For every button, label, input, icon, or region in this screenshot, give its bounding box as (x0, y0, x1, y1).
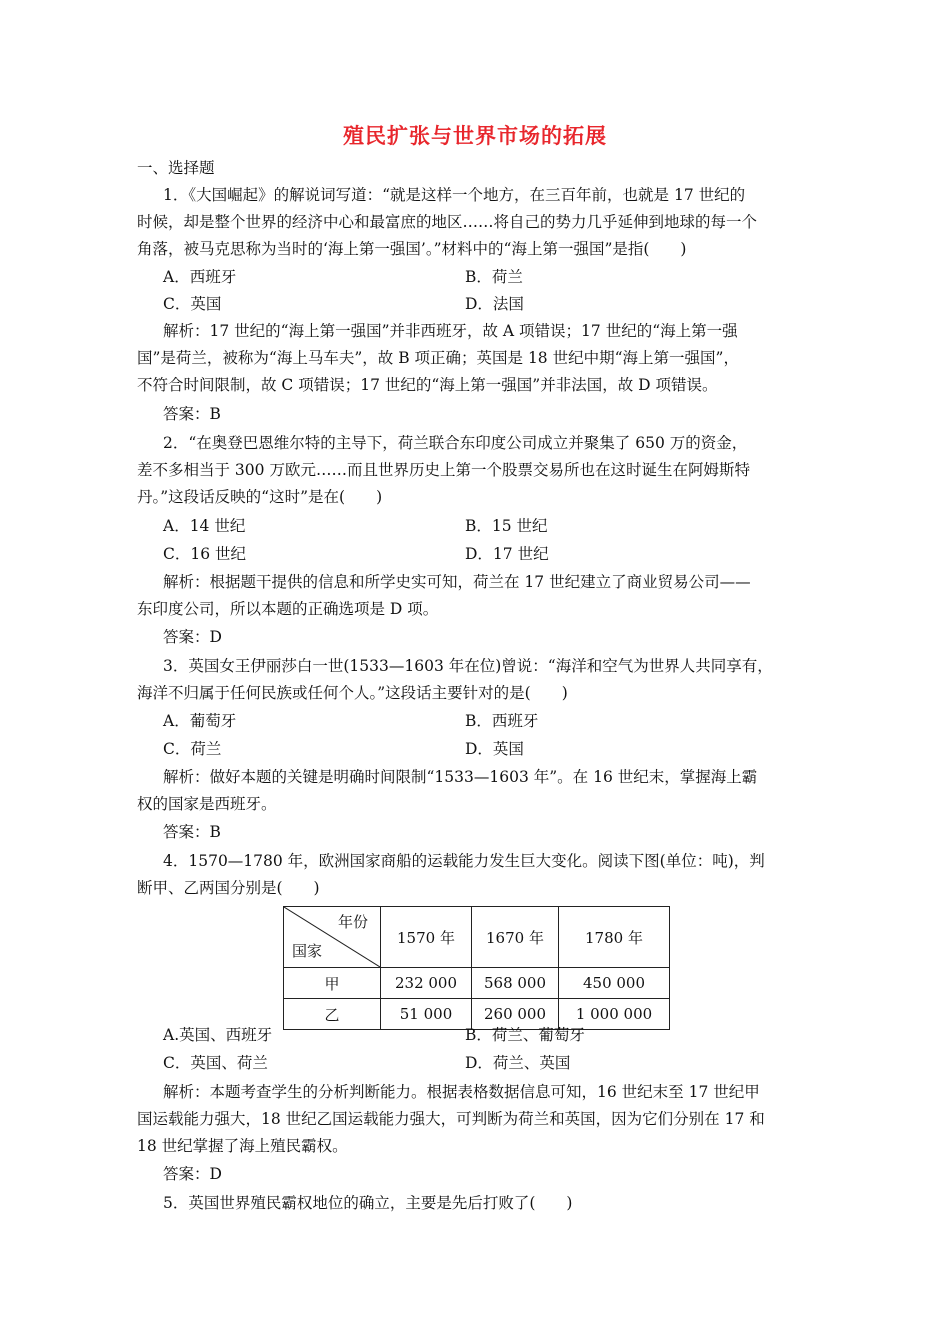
table-country-cell: 乙 (284, 999, 381, 1030)
question-3-option-d: D．英国 (465, 740, 524, 758)
table-header-row (284, 907, 670, 968)
table-header-cell: 1780 年 (559, 907, 670, 968)
table-cell: 51 000 (381, 999, 472, 1030)
question-1-answer: 答案：B (163, 405, 221, 423)
question-2-option-a: A．14 世纪 (163, 517, 246, 535)
question-1-text: 1．《大国崛起》的解说词写道：“就是这样一个地方，在三百年前，也就是 17 世纪的 (163, 186, 746, 204)
question-5-text: 5．英国世界殖民霸权地位的确立，主要是先后打败了( ) (163, 1194, 573, 1212)
question-1-option-a: A．西班牙 (163, 268, 237, 286)
question-3-option-b: B．西班牙 (465, 712, 539, 730)
table-cell: 568 000 (472, 968, 559, 999)
corner-label-country: 国家 (292, 942, 323, 960)
question-2-explanation: 东印度公司，所以本题的正确选项是 D 项。 (137, 600, 439, 618)
question-2-text: 差不多相当于 300 万欧元……而且世界历史上第一个股票交易所也在这时诞生在阿姆斯特 (137, 461, 750, 479)
question-1-explanation: 不符合时间限制，故 C 项错误；17 世纪的“海上第一强国”并非法国，故 D 项错误。 (137, 376, 718, 394)
section-heading: 一、选择题 (137, 159, 215, 177)
table-header-cell: 1570 年 (381, 907, 472, 968)
question-4-explanation: 解析：本题考查学生的分析判断能力。根据表格数据信息可知，16 世纪末至 17 世纪甲 (163, 1083, 760, 1101)
table-country-cell: 甲 (284, 968, 381, 999)
table-header-cell: 1670 年 (472, 907, 559, 968)
document-title: 殖民扩张与世界市场的拓展 (343, 123, 607, 148)
question-2-text: 丹。”这段话反映的“这时”是在( ) (137, 488, 383, 506)
corner-label-year: 年份 (337, 913, 368, 931)
table-cell: 232 000 (381, 968, 472, 999)
question-3-explanation: 解析：做好本题的关键是明确时间限制“1533—1603 年”。在 16 世纪末，掌握海上霸 (163, 768, 758, 786)
question-2-option-c: C．16 世纪 (163, 545, 247, 563)
question-4-option-a: A.英国、西班牙 (163, 1026, 273, 1044)
shipping-capacity-table (283, 906, 670, 1030)
question-2-option-b: B．15 世纪 (465, 517, 548, 535)
question-1-option-c: C．英国 (163, 295, 222, 313)
question-1-explanation: 解析：17 世纪的“海上第一强国”并非西班牙，故 A 项错误；17 世纪的“海上第一强 (163, 322, 738, 340)
table-row (284, 968, 670, 999)
question-1-text: 时候，却是整个世界的经济中心和最富庶的地区……将自己的势力几乎延伸到地球的每一个 (137, 213, 758, 231)
question-4-answer: 答案：D (163, 1165, 222, 1183)
question-4-text: 断甲、乙两国分别是( ) (137, 879, 320, 897)
question-3-text: 海洋不归属于任何民族或任何个人。”这段话主要针对的是( ) (137, 684, 568, 702)
table-cell: 450 000 (559, 968, 670, 999)
question-1-explanation: 国”是荷兰，被称为“海上马车夫”，故 B 项正确；英国是 18 世纪中期“海上第一强国”， (137, 349, 739, 367)
question-4-option-d: D．荷兰、英国 (465, 1054, 571, 1072)
table-cell: 1 000 000 (559, 999, 670, 1030)
question-4-option-b: B．荷兰、葡萄牙 (465, 1026, 585, 1044)
question-2-text: 2．“在奥登巴恩维尔特的主导下，荷兰联合东印度公司成立并聚集了 650 万的资金， (163, 434, 748, 452)
question-2-option-d: D．17 世纪 (465, 545, 549, 563)
question-4-explanation: 国运载能力强大，18 世纪乙国运载能力强大，可判断为荷兰和英国，因为它们分别在 17 和 (137, 1110, 765, 1128)
table-cell: 260 000 (472, 999, 559, 1030)
question-3-option-a: A．葡萄牙 (163, 712, 237, 730)
question-1-text: 角落，被马克思称为当时的‘海上第一强国’。”材料中的“海上第一强国”是指( ) (137, 240, 687, 258)
table-corner-cell (284, 907, 381, 968)
question-4-option-c: C．英国、荷兰 (163, 1054, 268, 1072)
question-2-explanation: 解析：根据题干提供的信息和所学史实可知，荷兰在 17 世纪建立了商业贸易公司—— (163, 573, 751, 591)
question-4-text: 4．1570—1780 年，欧洲国家商船的运载能力发生巨大变化。阅读下图(单位：吨)，判 (163, 852, 765, 870)
question-3-option-c: C．荷兰 (163, 740, 222, 758)
question-1-option-d: D．法国 (465, 295, 524, 313)
question-1-option-b: B．荷兰 (465, 268, 523, 286)
question-2-answer: 答案：D (163, 628, 222, 646)
question-3-explanation: 权的国家是西班牙。 (137, 795, 277, 813)
question-3-text: 3．英国女王伊丽莎白一世(1533—1603 年在位)曾说：“海洋和空气为世界人共同享有， (163, 657, 773, 675)
question-3-answer: 答案：B (163, 823, 221, 841)
question-4-explanation: 18 世纪掌握了海上殖民霸权。 (137, 1137, 348, 1155)
